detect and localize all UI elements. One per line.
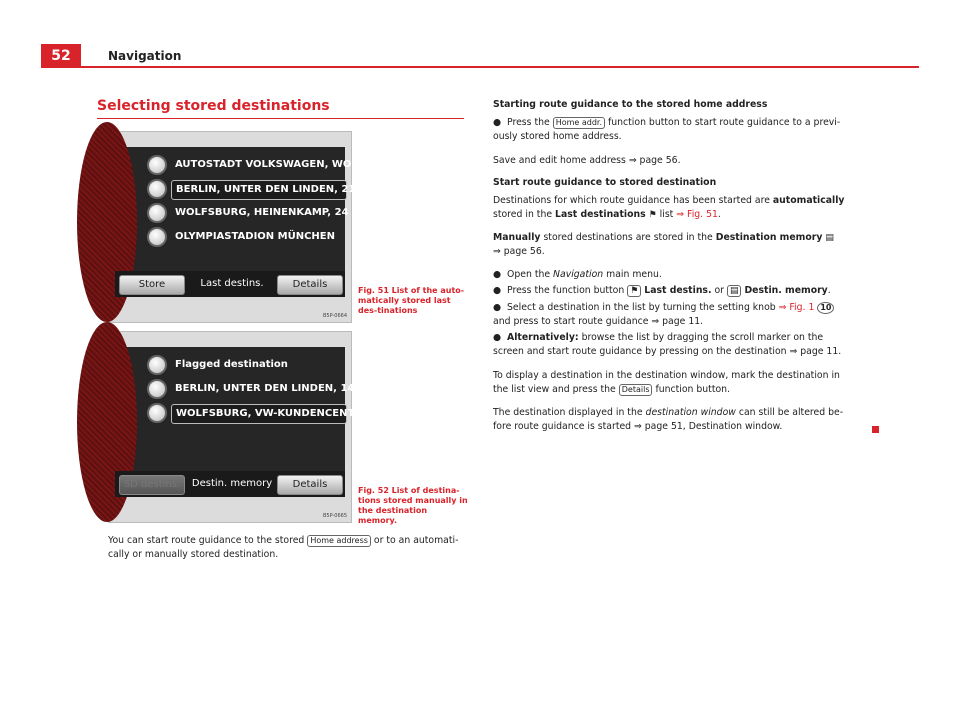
intro-paragraph: You can start route guidance to the stored Home address or to an automati-cally or manually stored destination. (108, 535, 459, 560)
figure-52 (108, 331, 370, 523)
function-bar (115, 271, 345, 297)
figure-code: B5P-0664 (322, 313, 347, 319)
figure-51 (108, 131, 371, 323)
list-item: Flagged destination (147, 355, 343, 375)
nav-screen (115, 347, 370, 497)
subheading-stored: Start route guidance to stored destination (493, 177, 717, 188)
callout-badge: 10 (817, 302, 834, 314)
store-button: Store (119, 275, 185, 295)
list-item: BERLIN, UNTER DEN LINDEN, 21,... (147, 179, 343, 199)
circle-icon (147, 355, 167, 375)
list-item: AUTOSTADT VOLKSWAGEN, WOL... (147, 155, 343, 175)
figure-caption: Fig. 51 List of the auto-matically stored last des-tinations (358, 286, 465, 315)
list-item: WOLFSBURG, HEINENKAMP, 24 (147, 203, 343, 223)
list-item: WOLFSBURG, VW-KUNDENCENT... (147, 403, 343, 423)
circle-icon (147, 155, 167, 175)
page-heading: Selecting stored destinations (97, 98, 330, 114)
list-item: ● Alternatively: browse the list by dragging the scroll marker on the screen and start route guidance by pressing on the destination ⇒ page 11. (493, 332, 842, 357)
flag-icon: ⚑ (627, 285, 641, 297)
details-button: Details (277, 275, 343, 295)
list-item: ● Open the Navigation main menu. (493, 269, 662, 280)
paragraph: The destination displayed in the destination window can still be altered be-fore route guidance is started ⇒ page 51, Destination window. (493, 407, 844, 432)
section-title: Navigation (108, 49, 182, 63)
flag-icon: ⚑ (648, 210, 657, 220)
list-item: OLYMPIASTADION MÜNCHEN (147, 227, 343, 247)
list-item: ● Press the function button ⚑ Last destins. or ▤ Destin. memory. (493, 285, 831, 296)
list-item: BERLIN, UNTER DEN LINDEN, 14,... (147, 379, 343, 399)
circle-icon (147, 179, 167, 199)
section-end-marker (872, 426, 879, 433)
nav-screen (115, 147, 371, 297)
paragraph: To display a destination in the destination window, mark the destination in the list view and press the Details function button. (493, 370, 840, 395)
page-number: 52 (41, 44, 81, 68)
memory-icon: ▤ (727, 285, 742, 297)
circle-icon (147, 203, 167, 223)
home-address-key: Home address (307, 535, 371, 547)
figure-caption: Fig. 52 List of destina-tions stored manually in the destination memory. (358, 486, 468, 525)
bullet-home: ● Press the Home addr. function button to start route guidance to a previ-ously stored home address. (493, 117, 841, 142)
header-rule (41, 66, 919, 68)
screen-title: Destin. memory (191, 478, 273, 489)
list-item: ● Select a destination in the list by turning the setting knob ⇒ Fig. 1 10 and press to start route guidance ⇒ page 11. (493, 301, 853, 329)
memory-icon: ▤ (825, 233, 834, 243)
heading-rule (97, 118, 464, 119)
figure-code: B5P-0665 (322, 513, 347, 519)
circle-icon (147, 403, 167, 423)
screen-title: Last destins. (200, 278, 264, 289)
circle-icon (147, 227, 167, 247)
subheading-home: Starting route guidance to the stored home address (493, 99, 768, 110)
home-addr-key: Home addr. (553, 117, 605, 129)
paragraph: Destinations for which route guidance has been started are automatically stored in the Last destinations ⚑ list ⇒ Fig. 51. (493, 195, 845, 220)
sd-destins-button: SD destins. (119, 475, 185, 495)
circle-icon (147, 379, 167, 399)
paragraph: Manually stored destinations are stored in the Destination memory ▤ ⇒ page 56. (493, 232, 834, 257)
details-key: Details (619, 384, 653, 396)
details-button: Details (277, 475, 343, 495)
function-bar (115, 471, 345, 497)
paragraph: Save and edit home address ⇒ page 56. (493, 155, 681, 166)
